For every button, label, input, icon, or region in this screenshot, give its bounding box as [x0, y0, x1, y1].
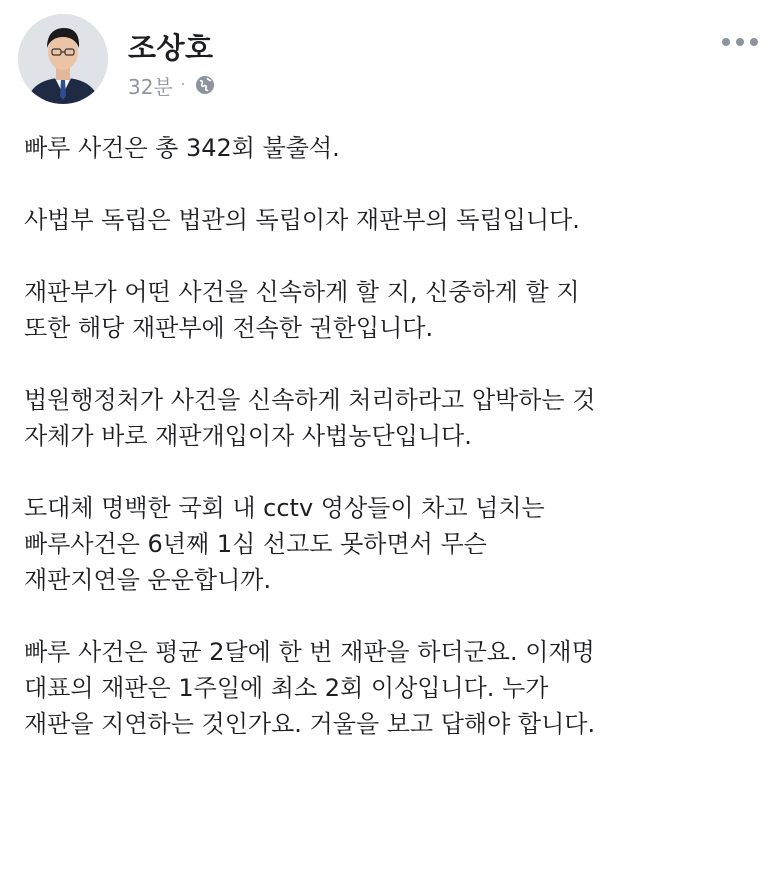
post-text-line: 대표의 재판은 1주일에 최소 2회 이상입니다. 누가	[24, 674, 549, 702]
post-paragraph	[24, 382, 754, 454]
post-text-line: 재판부가 어떤 사건을 신속하게 할 지, 신중하게 할 지	[24, 278, 580, 306]
post-text-line: 빠루 사건은 총 342회 불출석.	[24, 134, 340, 162]
post-paragraph	[24, 130, 754, 166]
more-options-icon[interactable]	[722, 36, 758, 48]
more-dot	[750, 38, 758, 46]
post-time[interactable]: 32분	[128, 74, 173, 99]
post-paragraph	[24, 490, 754, 598]
post-text-line: 재판지연을 운운합니까.	[24, 566, 272, 594]
more-dot	[736, 38, 744, 46]
post-text-line: 사법부 독립은 법관의 독립이자 재판부의 독립입니다.	[24, 206, 580, 234]
post-content	[24, 130, 754, 778]
author-name[interactable]: 조상호	[128, 31, 214, 65]
post-text-line: 법원행정처가 사건을 신속하게 처리하라고 압박하는 것	[24, 386, 596, 414]
meta-separator: ·	[180, 77, 186, 93]
more-dot	[722, 38, 730, 46]
post-header	[18, 14, 758, 110]
post-text-line: 도대체 명백한 국회 내 cctv 영상들이 차고 넘치는	[24, 494, 545, 522]
post-text-line: 자체가 바로 재판개입이자 사법농단입니다.	[24, 422, 472, 450]
post-meta	[128, 72, 215, 98]
author-avatar[interactable]	[18, 14, 108, 104]
post-text-line: 빠루 사건은 평균 2달에 한 번 재판을 하더군요. 이재명	[24, 638, 595, 666]
globe-icon[interactable]	[195, 75, 215, 95]
post-paragraph	[24, 274, 754, 346]
post-text-line: 또한 해당 재판부에 전속한 권한입니다.	[24, 314, 434, 342]
avatar-portrait-icon	[18, 14, 108, 104]
post-paragraph	[24, 202, 754, 238]
post-text-line: 재판을 지연하는 것인가요. 거울을 보고 답해야 합니다.	[24, 710, 596, 738]
post-paragraph	[24, 634, 754, 742]
post-text-line: 빠루사건은 6년째 1심 선고도 못하면서 무슨	[24, 530, 487, 558]
